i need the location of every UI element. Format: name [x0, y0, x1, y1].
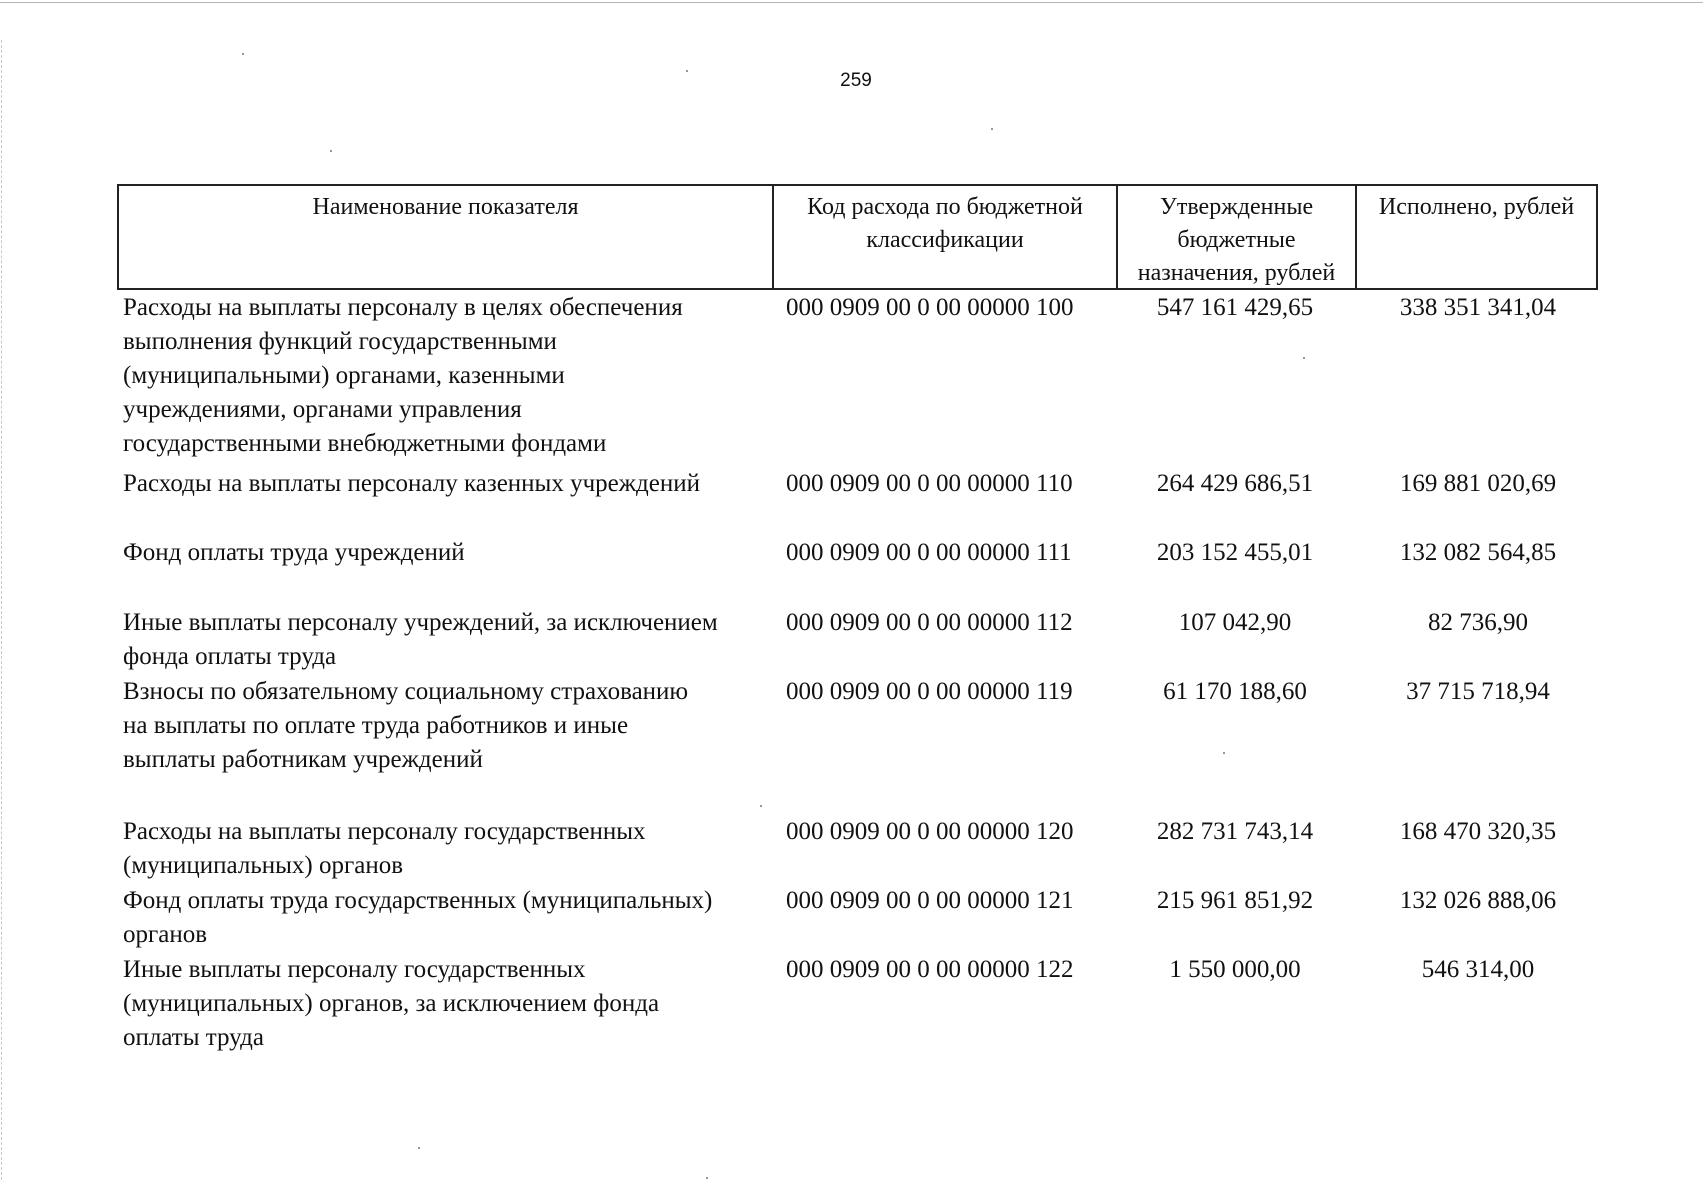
- row-approved: 1 550 000,00: [1169, 956, 1301, 983]
- row-approved: 282 731 743,14: [1156, 818, 1314, 845]
- row-name: Расходы на выплаты персоналу в целях обеспечения выполнения функций государственными (муниципальными) органами, казенными учреждениями, органами управления государственными внебюджетными фондами: [123, 294, 683, 457]
- row-executed: 132 082 564,85: [1399, 539, 1557, 566]
- row-name: Иные выплаты персоналу учреждений, за исключением фонда оплаты труда: [123, 609, 718, 670]
- page-top-edge: [0, 2, 1703, 3]
- row-approved: 547 161 429,65: [1156, 294, 1314, 321]
- scan-speck: [242, 53, 244, 55]
- page-number: 259: [840, 70, 872, 91]
- scan-speck: [330, 150, 332, 152]
- header-executed: Исполнено, рублей: [1378, 194, 1575, 220]
- row-approved: 203 152 455,01: [1156, 539, 1314, 566]
- row-code: 000 0909 00 0 00 00000 119: [786, 678, 1073, 705]
- row-executed: 546 314,00: [1421, 956, 1535, 983]
- row-name: Расходы на выплаты персоналу казенных учреждений: [123, 470, 700, 497]
- row-name: Фонд оплаты труда государственных (муниципальных) органов: [123, 887, 713, 948]
- row-name: Иные выплаты персоналу государственных (муниципальных) органов, за исключением фонда оплаты труда: [123, 956, 660, 1051]
- scan-speck: [1303, 357, 1305, 359]
- scan-speck: [1223, 752, 1225, 754]
- row-approved: 107 042,90: [1178, 609, 1292, 636]
- row-executed: 37 715 718,94: [1406, 678, 1550, 705]
- row-executed: 168 470 320,35: [1399, 818, 1557, 845]
- row-name: Расходы на выплаты персоналу государственных (муниципальных) органов: [123, 818, 646, 879]
- row-code: 000 0909 00 0 00 00000 120: [786, 818, 1074, 845]
- row-code: 000 0909 00 0 00 00000 121: [786, 887, 1074, 914]
- row-executed: 82 736,90: [1428, 609, 1528, 636]
- scan-speck: [418, 1147, 420, 1149]
- scan-speck: [760, 805, 762, 807]
- header-approved: Утвержденные бюджетные назначения, рублей: [1118, 186, 1357, 288]
- row-name: Взносы по обязательному социальному страхованию на выплаты по оплате труда работников и иные выплаты работникам учреждений: [123, 678, 689, 773]
- header-code: Код расхода по бюджетной классификации: [774, 186, 1118, 288]
- scan-speck: [706, 1177, 708, 1179]
- header-name: Наименование показателя: [119, 186, 774, 288]
- row-approved: 264 429 686,51: [1156, 470, 1314, 497]
- row-executed: 338 351 341,04: [1399, 294, 1557, 321]
- row-executed: 169 881 020,69: [1399, 470, 1557, 497]
- row-code: 000 0909 00 0 00 00000 110: [786, 470, 1073, 497]
- row-code: 000 0909 00 0 00 00000 100: [786, 294, 1074, 321]
- scan-speck: [991, 128, 993, 130]
- row-approved: 61 170 188,60: [1163, 678, 1307, 705]
- row-approved: 215 961 851,92: [1156, 887, 1314, 914]
- row-code: 000 0909 00 0 00 00000 122: [786, 956, 1074, 983]
- page-left-edge: [1, 40, 2, 1180]
- row-code: 000 0909 00 0 00 00000 112: [786, 609, 1073, 636]
- table-header: [117, 184, 1598, 290]
- row-code: 000 0909 00 0 00 00000 111: [786, 539, 1072, 566]
- row-name: Фонд оплаты труда учреждений: [123, 539, 465, 566]
- row-executed: 132 026 888,06: [1399, 887, 1557, 914]
